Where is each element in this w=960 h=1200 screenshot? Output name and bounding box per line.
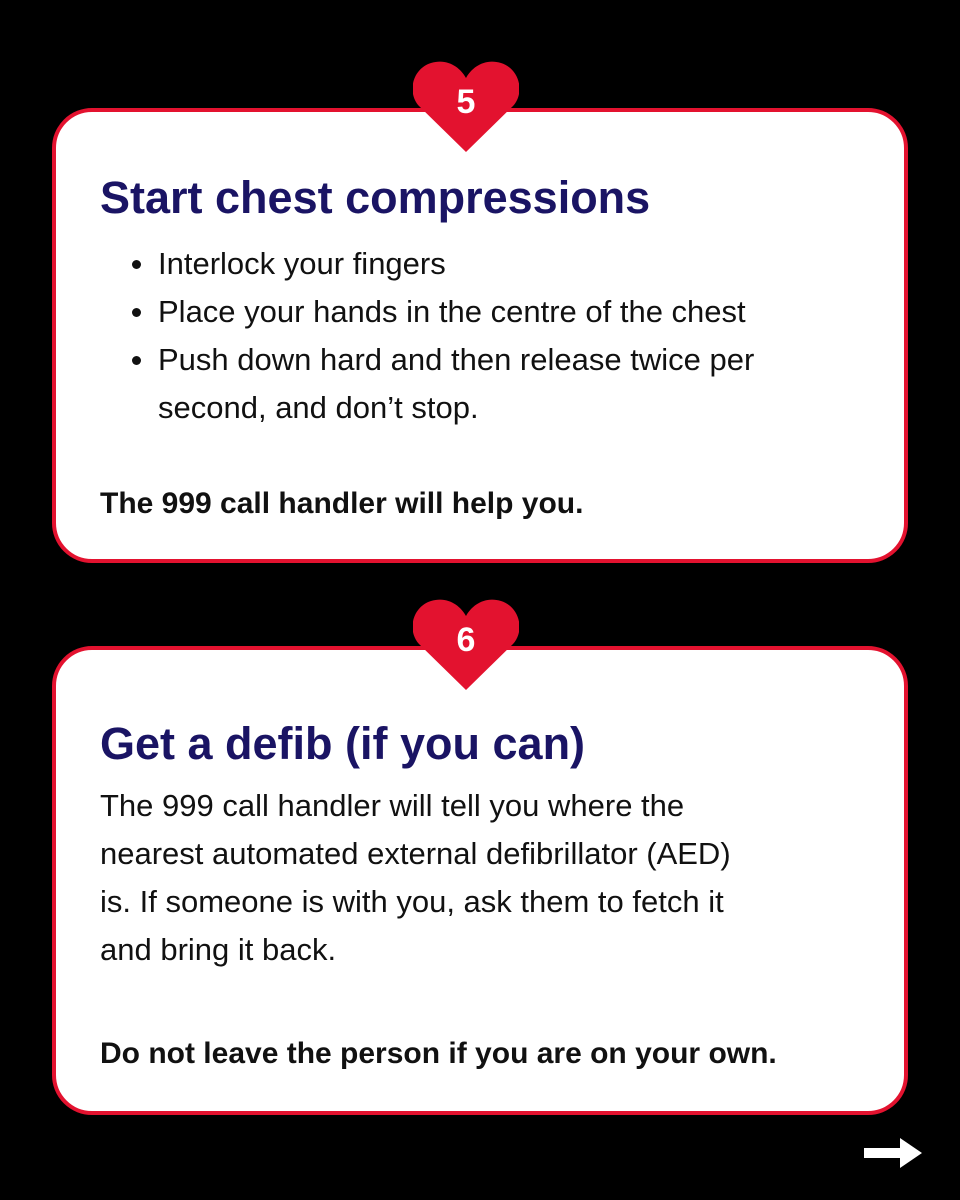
bullet-icon [132,260,141,269]
step-title: Get a defib (if you can) [100,718,586,769]
step-note: The 999 call handler will help you. [100,487,584,520]
list-item: Interlock your fingers [100,240,860,288]
body-line: is. If someone is with you, ask them to fetch it [100,884,724,919]
body-line: nearest automated external defibrillator (AED) [100,836,731,871]
instruction-list [100,240,860,432]
step-number-badge [413,60,519,152]
step-number: 6 [456,621,476,659]
step-number: 5 [456,83,476,121]
next-button[interactable] [862,1134,924,1172]
step-title: Start chest compressions [100,172,651,223]
bullet-icon [132,356,141,365]
body-line: The 999 call handler will tell you where the [100,788,685,823]
step-card-5 [52,108,908,563]
step-number-badge [413,598,519,690]
body-line: and bring it back. [100,932,337,967]
step-note: Do not leave the person if you are on your own. [100,1037,777,1070]
bullet-icon [132,308,141,317]
right-arrow-icon [862,1134,924,1172]
list-item-continuation: second, and don’t stop. [158,390,479,425]
list-item: Place your hands in the centre of the chest [100,288,860,336]
step-card-6 [52,646,908,1115]
step-body [100,782,860,974]
list-item: Push down hard and then release twice per [100,336,860,384]
